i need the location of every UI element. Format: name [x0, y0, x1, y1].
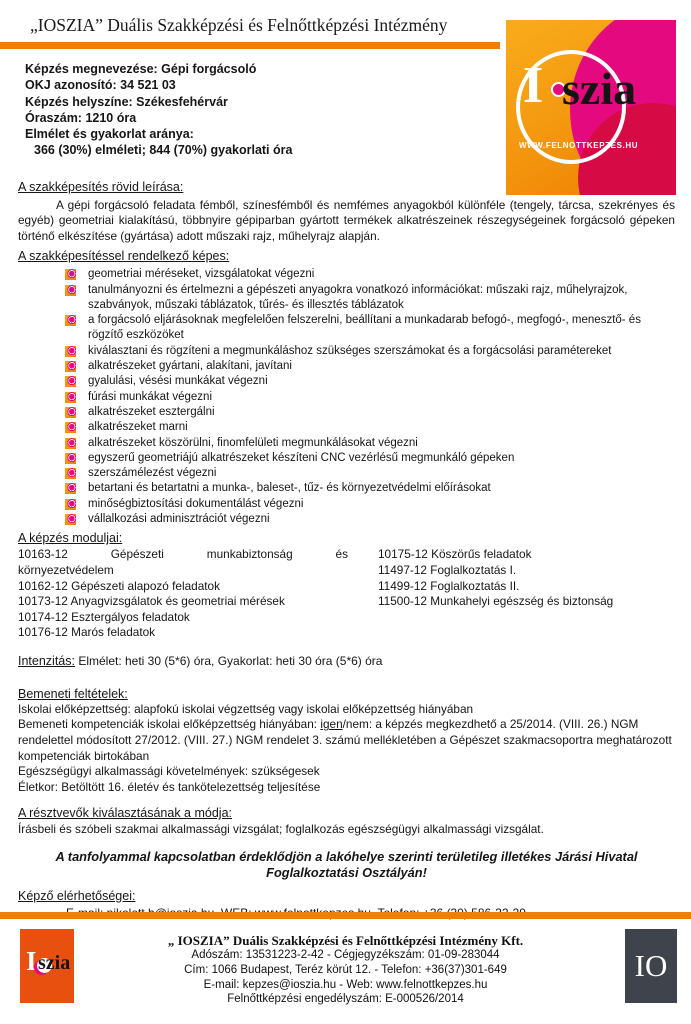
section-heading-modules: A képzés moduljai: [18, 531, 123, 546]
competency-text: geometriai méréseket, vizsgálatokat végezni [88, 268, 315, 281]
competency-item [18, 359, 675, 374]
competency-item [18, 512, 675, 527]
competency-item [18, 313, 675, 344]
competency-item [18, 451, 675, 466]
footer-info-line: Cím: 1066 Budapest, Teréz körút 12. - Telefon: +36(37)301-649 [184, 963, 507, 976]
competency-item [18, 436, 675, 451]
competency-text: vállalkozási adminisztrációt végezni [88, 513, 270, 526]
competency-item [18, 344, 675, 359]
footer-company-lines [90, 948, 601, 1007]
logo-bullet-icon [65, 392, 76, 403]
footer-divider [0, 912, 691, 919]
entry-line-health: Egészségügyi alkalmassági követelmények: szükségesek [18, 764, 320, 779]
logo-letter-i: I [523, 57, 544, 114]
module-line: 11500-12 Munkahelyi egészség és biztonság [378, 594, 614, 609]
selection-text: Írásbeli és szóbeli szakmai alkalmassági vizsgálat; foglalkozás egészségügyi alkalmassági vizsgálat. [18, 822, 544, 837]
section-heading-contact: Képző elérhetőségei: [18, 888, 136, 903]
module-column-left [18, 547, 358, 641]
course-facts [25, 61, 501, 159]
module-line: 11499-12 Foglalkoztatás II. [378, 578, 520, 593]
footer-info-line: Adószám: 13531223-2-42 - Cégjegyzékszám: 01-09-283044 [191, 949, 500, 961]
section-heading-competencies: A szakképesítéssel rendelkező képes: [18, 249, 230, 264]
footer-ioszia-logo [20, 929, 74, 1003]
competency-list [18, 267, 675, 527]
logo-bullet-icon [65, 453, 76, 464]
competency-text: kiválasztani és rögzíteni a megmunkáláshoz szükséges szerszámokat és a forgácsolási paramétereket [88, 344, 612, 357]
course-fact-line: Óraszám: 1210 óra [25, 110, 137, 125]
course-fact-line: Képzés megnevezése: Gépi forgácsoló [25, 62, 257, 76]
competency-text: betartani és betartatni a munka-, baleset-, tűz- és környezetvédelmi előírásokat [88, 482, 491, 495]
section-entry-conditions [18, 687, 675, 796]
competency-text: alkatrészeket gyártani, alakítani, javítani [88, 360, 292, 373]
competency-text: a forgácsoló eljárásoknak megfelelően felszerelni, beállítani a munkadarab befogó-, megfogó-, menesztő- és rögzítő eszközöket [88, 314, 641, 342]
competency-text: alkatrészeket marni [88, 421, 188, 434]
competency-item [18, 466, 675, 481]
logo-text-szia: szia [562, 63, 637, 114]
section-heading-selection: A résztvevők kiválasztásának a módja: [18, 806, 232, 821]
footer-info-line: Felnőttképzési engedélyszám: E-000526/2014 [227, 993, 464, 1006]
competency-item [18, 405, 675, 420]
section-selection [18, 806, 675, 838]
course-fact-line: OKJ azonosító: 34 521 03 [25, 78, 176, 93]
entry-competency-prefix: Bemeneti kompetenciák iskolai előképzettség hiányában: [18, 717, 321, 732]
module-line: 10176-12 Marós feladatok [18, 625, 156, 640]
entry-competency-suffix: /nem: a képzés megkezdhető a 25/2014. (VIII. 26.) NGM rendelettel módosított 27/2012. (VIII. 27.) NGM rendelet 3. számú mellékletében a Gépészet szakmacsoportra meghatározott kompetenciák birtokában [18, 717, 672, 763]
footer-io-logo [625, 929, 677, 1003]
ioszia-logo [506, 20, 676, 195]
module-line: 10162-12 Gépészeti alapozó feladatok [18, 578, 221, 593]
course-fact-line: 366 (30%) elméleti; 844 (70%) gyakorlati óra [34, 143, 293, 158]
header-divider [0, 42, 500, 49]
course-fact-line: Elmélet és gyakorlat aránya: [25, 127, 194, 142]
footer-company-name: „ IOSZIA” Duális Szakképzési és Felnőttképzési Intézmény Kft. [167, 933, 524, 948]
course-fact-line: Képzés helyszíne: Székesfehérvár [25, 94, 228, 109]
entry-line-age: Életkor: Betöltött 16. életév és tankötelezettség teljesítése [18, 779, 321, 794]
module-line: 11497-12 Foglalkoztatás I. [378, 562, 517, 577]
intensity-text: Elmélet: heti 30 (5*6) óra, Gyakorlat: heti 30 óra (5*6) óra [74, 653, 383, 668]
logo-bullet-icon [65, 315, 76, 326]
competency-item [18, 267, 675, 282]
competency-text: alkatrészeket esztergálni [88, 405, 215, 418]
logo-bullet-icon [65, 376, 76, 387]
logo-bullet-icon [65, 407, 76, 418]
module-line: 10174-12 Esztergályos feladatok [18, 609, 190, 624]
competency-item [18, 283, 675, 314]
intensity-line [18, 654, 675, 668]
logo-website-text: WWW.FELNOTTKEPZES.HU [519, 141, 639, 150]
competency-item [18, 497, 675, 512]
entry-line-schooling: Iskolai előképzettség: alapfokú iskolai végzettség vagy iskolai előképzettség hiányában [18, 701, 474, 716]
section-heading-entry: Bemeneti feltételek: [18, 686, 128, 701]
competency-item [18, 420, 675, 435]
competency-text: gyalulási, vésési munkákat végezni [88, 375, 268, 388]
logo-bullet-icon [65, 438, 76, 449]
section-competencies [18, 249, 675, 527]
competency-text: minőségbiztosítási dokumentálást végezni [88, 497, 304, 510]
module-line: 10173-12 Anyagvizsgálatok és geometriai mérések [18, 594, 285, 609]
logo-bullet-icon [65, 514, 76, 525]
description-paragraph: A gépi forgácsoló feladata fémből, színesfémből és nemfémes anyagokból különféle (tengely, tárcsa, szekrényes és egyéb) geometriai kialakítású, többnyire gépiparban gyártott termékek alkatrészeinek részegységeinek forgácsoló gépeken történő elkészítése (gyártása) adott műszaki rajz, műhelyrajz alapján. [18, 197, 675, 243]
logo-bullet-icon [65, 285, 76, 296]
logo-bullet-icon [65, 361, 76, 372]
footer-info-line: E-mail: kepzes@ioszia.hu - Web: www.felnottkepzes.hu [203, 978, 488, 991]
intensity-label: Intenzitás: [18, 653, 75, 668]
section-heading-description: A szakképesítés rövid leírása: [18, 179, 184, 194]
module-column-right [378, 547, 668, 641]
footer-logo-text-szia: szia [38, 952, 71, 974]
competency-text: tanulmányozni és értelmezni a gépészeti anyagokra vonatkozó információkat: műszaki rajz, műhelyrajzok, szabványok, műszaki táblázatok, tűrés- és illesztés táblázatok [88, 283, 628, 311]
footer-io-logo-text: IO [634, 948, 668, 983]
logo-bullet-icon [65, 269, 76, 280]
footer-company-block [90, 933, 601, 1007]
logo-bullet-icon [65, 468, 76, 479]
competency-item [18, 481, 675, 496]
module-line: környezetvédelem [18, 562, 114, 577]
logo-bullet-icon [65, 499, 76, 510]
footer-logo-letter-i: I [26, 946, 37, 976]
competency-text: fúrási munkákat végezni [88, 390, 213, 403]
entry-competency-yes: igen [320, 717, 343, 732]
logo-bullet-icon [65, 483, 76, 494]
competency-item [18, 390, 675, 405]
section-modules [18, 531, 675, 641]
competency-text: alkatrészeket köszörülni, finomfelületi megmunkálásokat végezni [88, 436, 418, 449]
competency-item [18, 374, 675, 389]
module-line: 10175-12 Köszörűs feladatok [378, 547, 532, 562]
module-columns [18, 547, 675, 641]
entry-line-competencies [18, 717, 675, 764]
logo-bullet-icon [65, 422, 76, 433]
main-content [0, 180, 691, 921]
logo-bullet-icon [65, 346, 76, 357]
notice-text: A tanfolyammal kapcsolatban érdeklődjön a lakóhelye szerinti területileg illetékes Járási Hivatal Foglalkoztatási Osztályán! [55, 848, 638, 881]
competency-text: egyszerű geometriájú alkatrészeket készíteni CNC vezérlésű megmunkáló gépeken [88, 451, 515, 464]
footer [0, 919, 691, 1024]
page-title: „IOSZIA” Duális Szakképzési és Felnőttképzési Intézmény [30, 15, 448, 35]
module-line: 10163-12 Gépészeti munkabiztonság és [18, 547, 348, 562]
competency-text: szerszámélezést végezni [88, 467, 217, 480]
